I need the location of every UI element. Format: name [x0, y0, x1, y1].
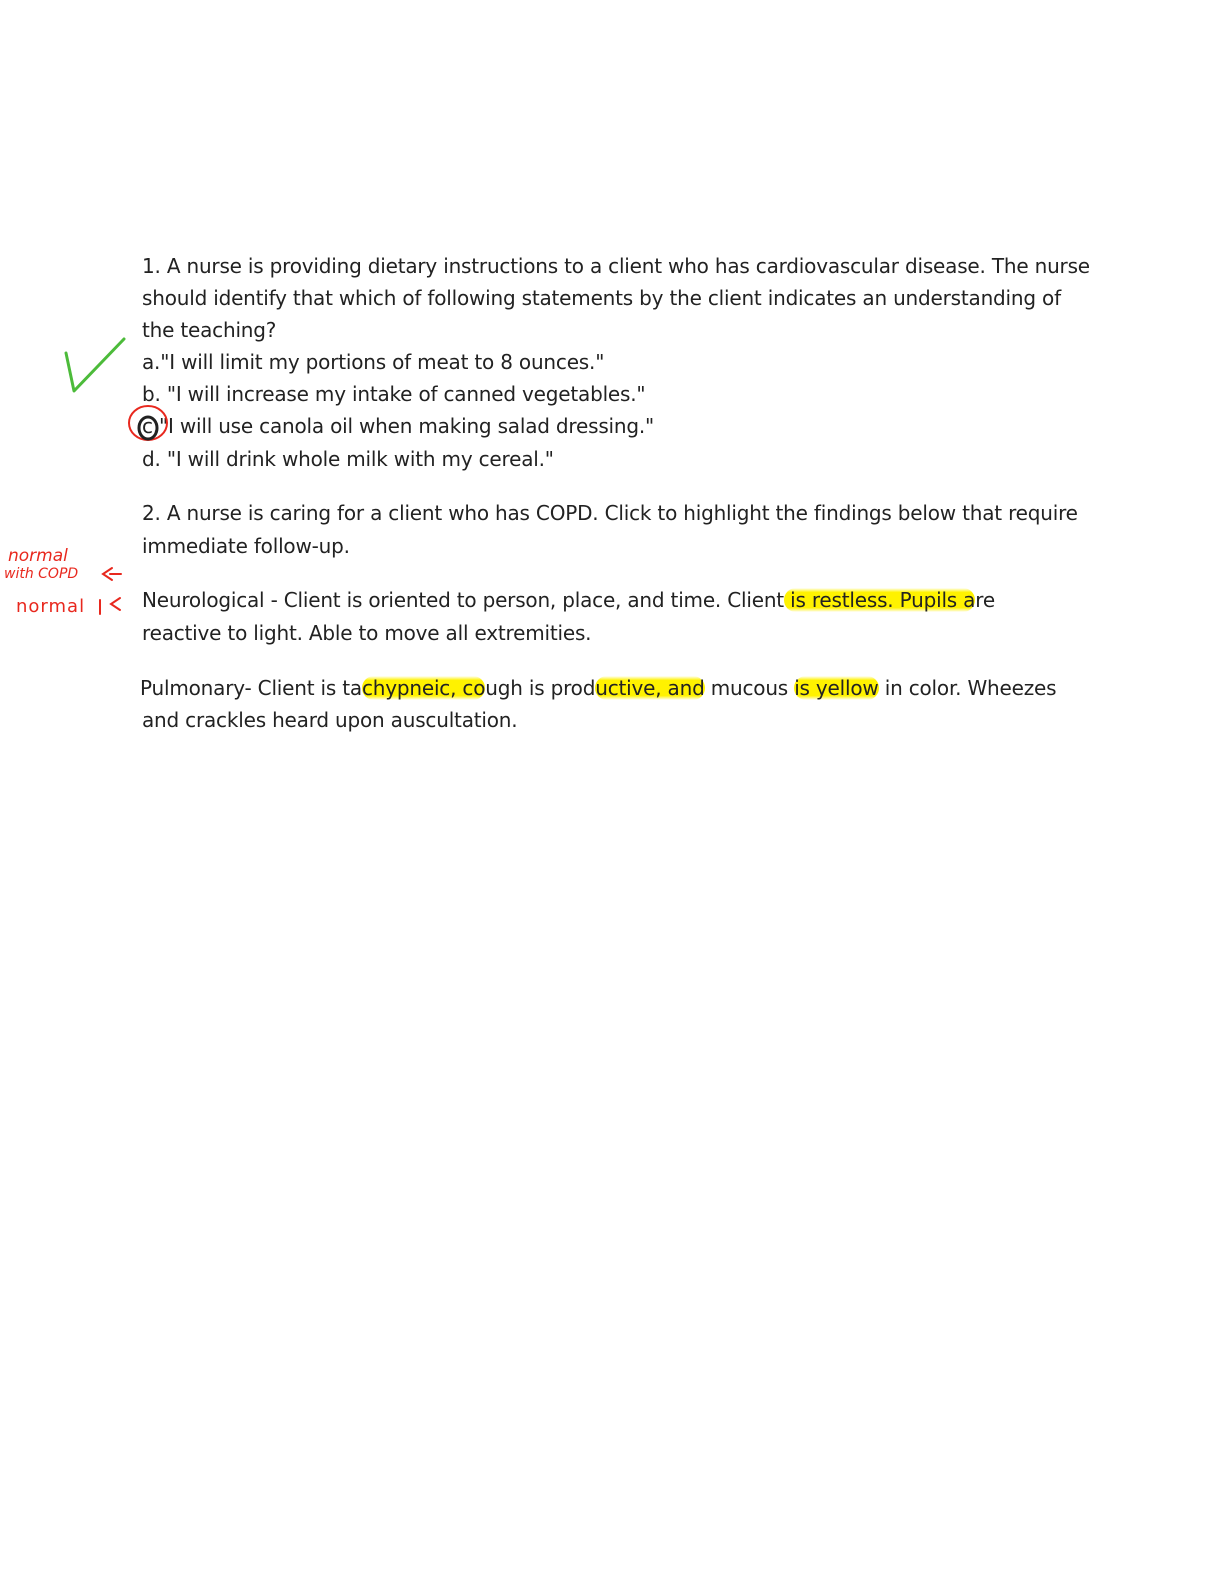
- handwritten-note-normal: normal: [8, 546, 68, 566]
- circle-mark-icon: [126, 403, 176, 447]
- pulm-text: in color. Wheezes: [878, 676, 1057, 700]
- checkmark-icon: [60, 335, 130, 395]
- q1-stem-line3: the teaching?: [142, 318, 277, 342]
- q1-option-c: [142, 410, 654, 442]
- arrow-icon: [100, 566, 122, 582]
- neuro-finding-line2: reactive to light. Able to move all extremities.: [142, 621, 592, 645]
- option-text: "I will increase my intake of canned vegetables.": [160, 382, 646, 406]
- option-text: "I will drink whole milk with my cereal.": [160, 447, 554, 471]
- q1-stem-line1: 1. A nurse is providing dietary instructions to a client who has cardiovascular disease. The nurse: [142, 254, 1090, 278]
- q2-stem-line1: 2. A nurse is caring for a client who has COPD. Click to highlight the findings below that require: [142, 501, 1078, 525]
- handwritten-note-with-copd: with COPD: [4, 566, 79, 582]
- neuro-highlight[interactable]: is restless. Pupils a: [783, 588, 976, 612]
- pulm-highlight-tachypneic[interactable]: chypneic, co: [361, 676, 486, 700]
- option-text: "I will limit my portions of meat to 8 ounces.": [160, 350, 605, 374]
- pulm-finding-line1: [140, 672, 1056, 704]
- arrow-icon: [108, 596, 124, 612]
- pulm-highlight-productive[interactable]: uctive, and: [595, 676, 705, 700]
- neuro-finding-line1: [142, 584, 995, 616]
- pulm-highlight-yellow[interactable]: is yellow: [794, 676, 879, 700]
- q1-stem-line2: should identify that which of following statements by the client indicates an understanding of: [142, 286, 1061, 310]
- q1-option-a: [142, 346, 604, 378]
- option-letter: b.: [142, 382, 161, 406]
- q1-option-d: [142, 443, 554, 475]
- option-letter: c.: [142, 414, 159, 438]
- option-letter: a.: [142, 350, 161, 374]
- q1-option-b: [142, 378, 645, 410]
- handwritten-note-normal-2: normal: [16, 596, 86, 617]
- q2-stem-line2: immediate follow-up.: [142, 534, 350, 558]
- option-text: "I will use canola oil when making salad dressing.": [158, 414, 655, 438]
- option-letter: d.: [142, 447, 161, 471]
- neuro-text-end: re: [975, 588, 995, 612]
- pulm-text: ugh is prod: [485, 676, 596, 700]
- pulm-text: mucous: [704, 676, 795, 700]
- pulm-finding-line2: and crackles heard upon auscultation.: [142, 708, 518, 732]
- separator-icon: [97, 598, 103, 616]
- pulm-text: Pulmonary- Client is ta: [140, 676, 362, 700]
- neuro-text: Neurological - Client is oriented to person, place, and time. Client: [142, 588, 784, 612]
